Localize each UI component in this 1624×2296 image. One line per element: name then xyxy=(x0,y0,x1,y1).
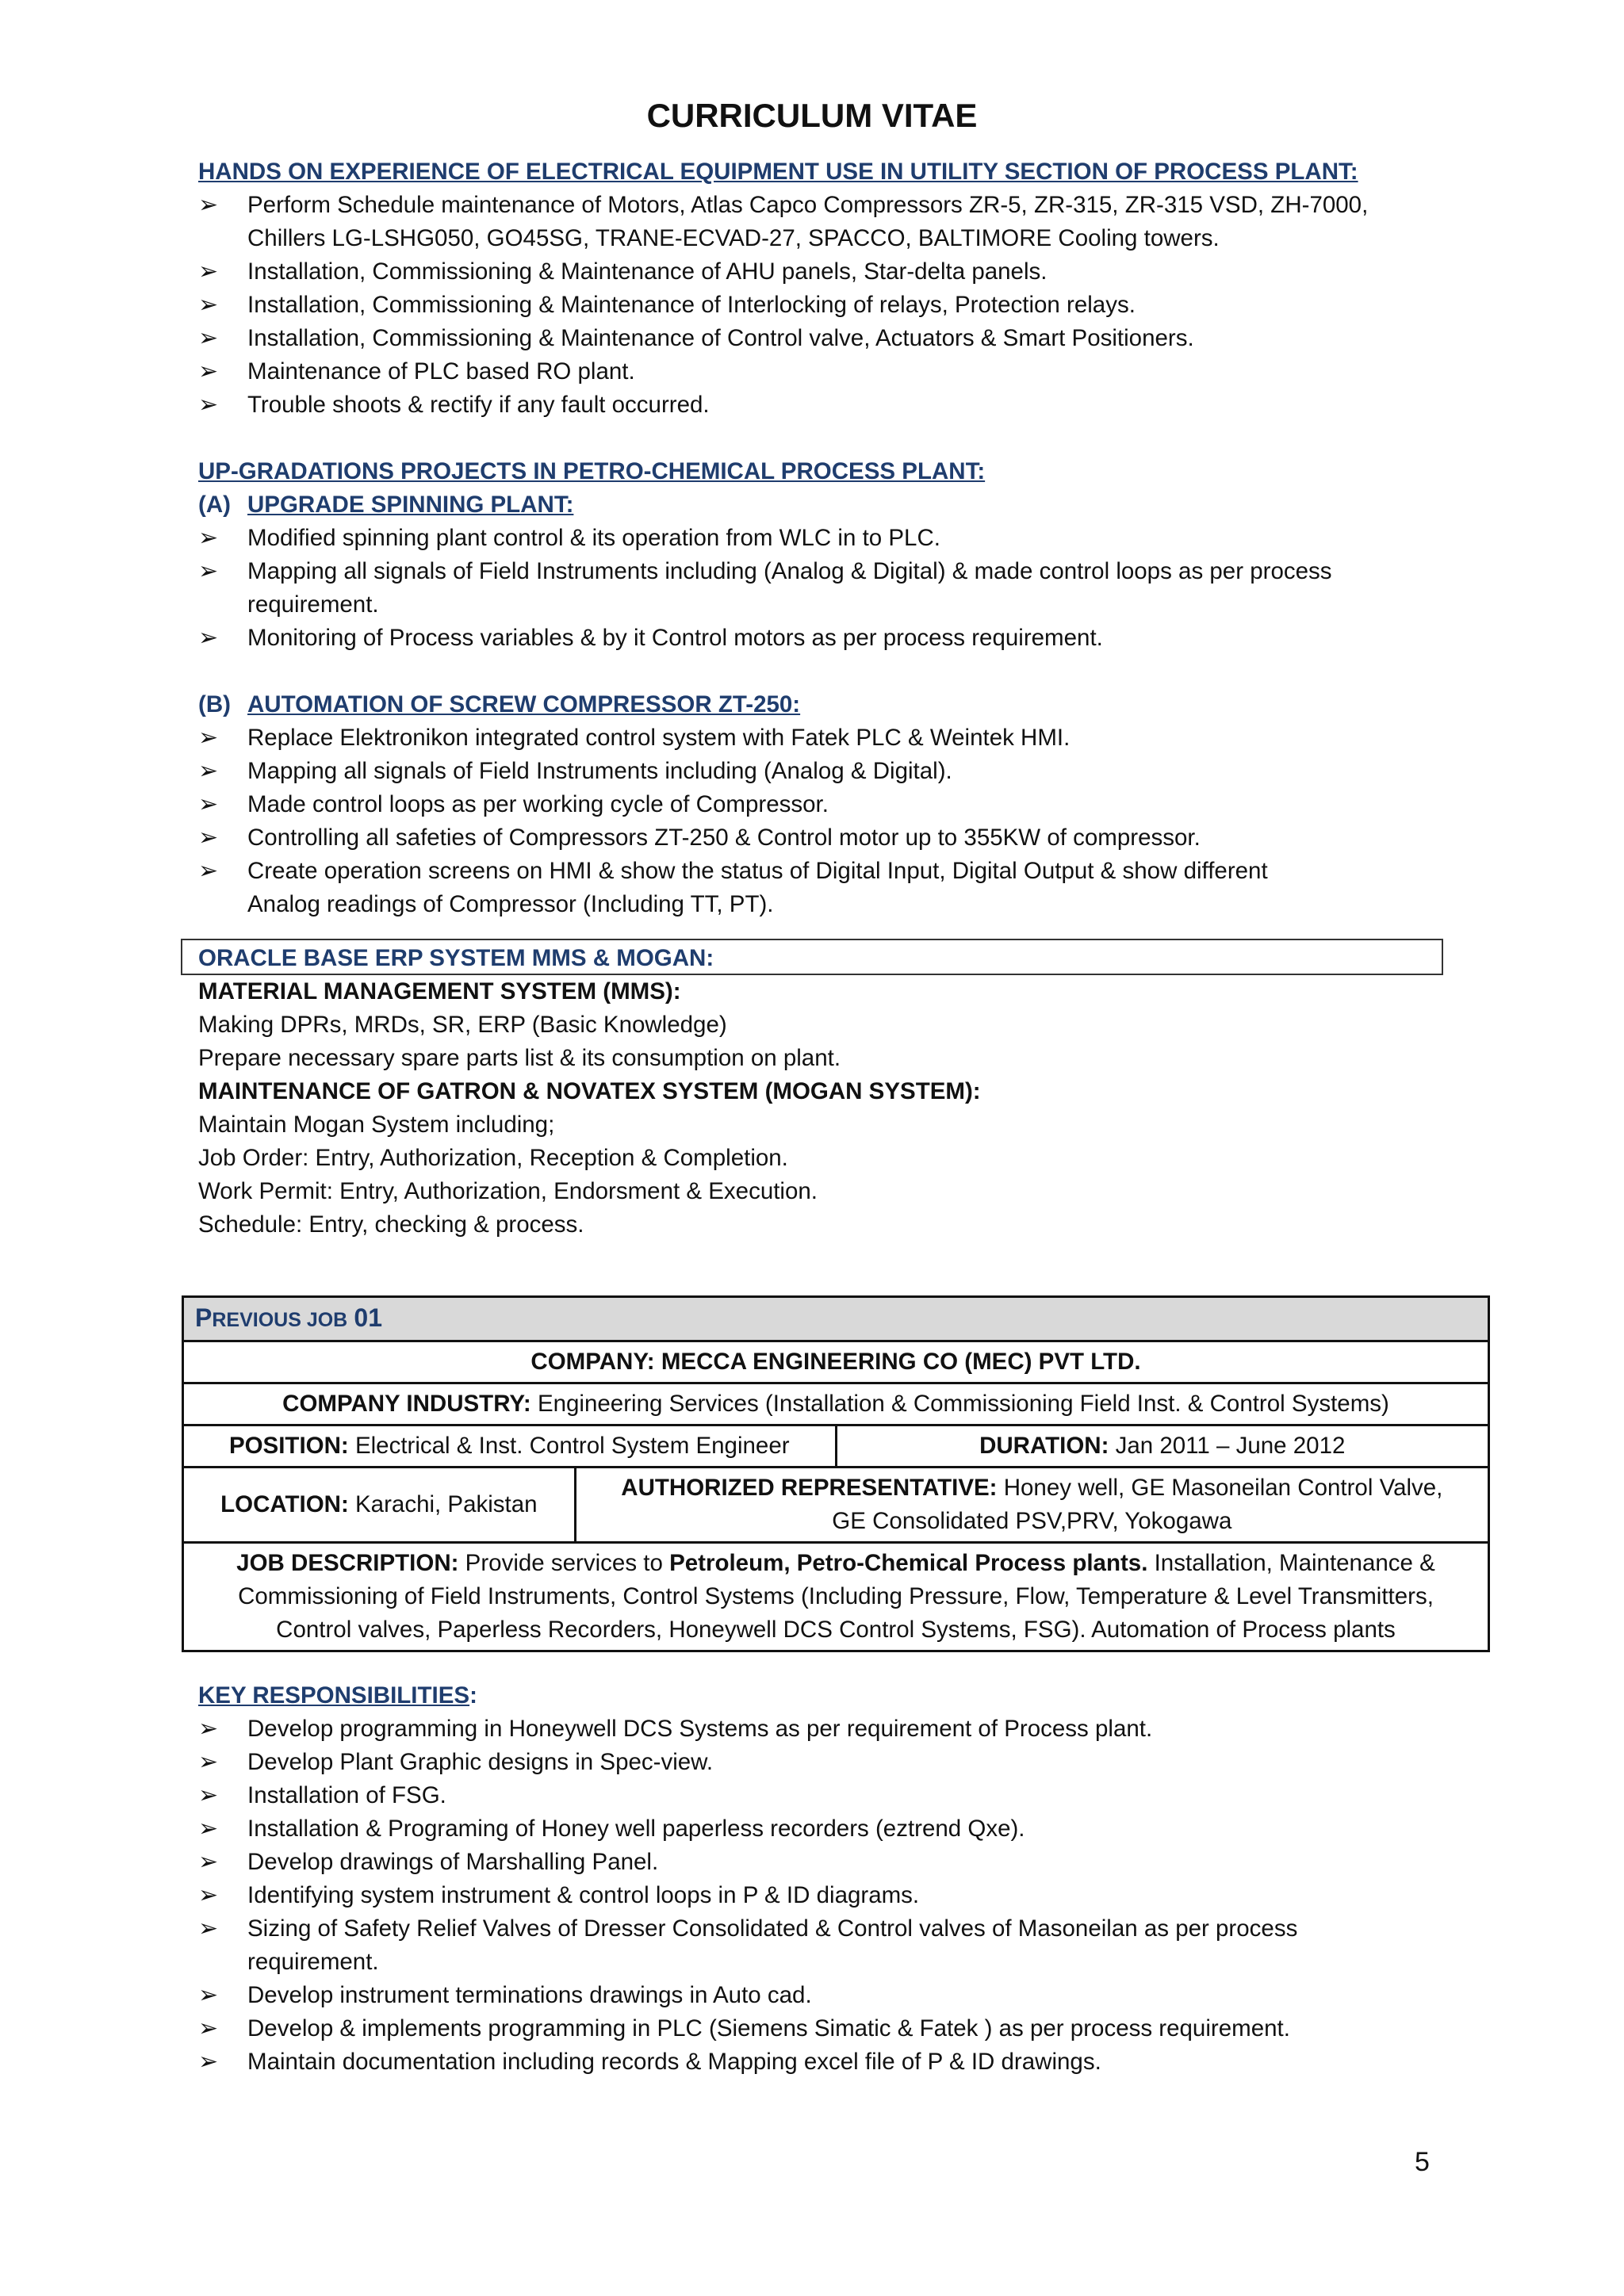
upgradations-heading: UP-GRADATIONS PROJECTS IN PETRO-CHEMICAL PROCESS PLANT: xyxy=(198,458,986,484)
list-item: ➢ Maintenance of PLC based RO plant. xyxy=(198,355,1435,388)
table-row xyxy=(183,1383,1489,1425)
table-row xyxy=(183,1543,1489,1651)
list-item: ➢ Controlling all safeties of Compressors ZT-250 & Control motor up to 355KW of compressor. xyxy=(198,821,1435,855)
mms-line: Prepare necessary spare parts list & its consumption on plant. xyxy=(198,1045,841,1071)
mogan-line: Job Order: Entry, Authorization, Reception & Completion. xyxy=(198,1145,788,1171)
arrow-bullet-icon: ➢ xyxy=(198,758,219,784)
job-description: JOB DESCRIPTION: Provide services to Petroleum, Petro-Chemical Process plants. Installation, Maintenance & Commissioning of Field Instruments, Control Systems (Including Pressure, Flow, Temperature & Level Transmitters, Control valves, Paperless Recorders, Honeywell DCS Control Systems, FSG). Automation of Process plants xyxy=(183,1543,1489,1651)
arrow-bullet-icon: ➢ xyxy=(198,325,219,351)
arrow-bullet-icon: ➢ xyxy=(198,358,219,385)
list-item: ➢ Installation, Commissioning & Maintenance of AHU panels, Star-delta panels. xyxy=(198,255,1435,289)
location-cell: LOCATION: Karachi, Pakistan xyxy=(184,1468,575,1541)
list-item: ➢ Develop programming in Honeywell DCS Systems as per requirement of Process plant. xyxy=(198,1712,1435,1746)
list-item: ➢ Made control loops as per working cycle of Compressor. xyxy=(198,788,1435,821)
key-heading: KEY RESPONSIBILITIES: xyxy=(198,1682,477,1709)
list-item: ➢ Installation, Commissioning & Maintenance of Control valve, Actuators & Smart Positioners. xyxy=(198,322,1435,355)
list-item: ➢ Installation & Programing of Honey well paperless recorders (eztrend Qxe). xyxy=(198,1812,1435,1846)
list-item: ➢ Mapping all signals of Field Instruments including (Analog & Digital). xyxy=(198,755,1435,788)
list-item: ➢ Sizing of Safety Relief Valves of Dresser Consolidated & Control valves of Masoneilan as per process requirement. xyxy=(198,1912,1435,1979)
list-item: ➢ Develop & implements programming in PLC (Siemens Simatic & Fatek ) as per process requirement. xyxy=(198,2012,1435,2045)
arrow-bullet-icon: ➢ xyxy=(198,525,219,551)
mogan-title: MAINTENANCE OF GATRON & NOVATEX SYSTEM (MOGAN SYSTEM): xyxy=(198,1078,981,1104)
table-row xyxy=(183,1425,1489,1468)
arrow-bullet-icon: ➢ xyxy=(198,725,219,751)
mogan-line: Work Permit: Entry, Authorization, Endorsment & Execution. xyxy=(198,1178,818,1204)
arrow-bullet-icon: ➢ xyxy=(198,292,219,318)
arrow-bullet-icon: ➢ xyxy=(198,192,219,218)
subsection-a-title: (A) UPGRADE SPINNING PLANT: xyxy=(198,492,574,518)
list-item: ➢ Develop Plant Graphic designs in Spec-view. xyxy=(198,1746,1435,1779)
list-item: ➢ Replace Elektronikon integrated control system with Fatek PLC & Weintek HMI. xyxy=(198,721,1435,755)
location-auth-row xyxy=(184,1468,1488,1541)
duration-cell: DURATION: Jan 2011 – June 2012 xyxy=(836,1425,1489,1468)
list-item: ➢ Installation, Commissioning & Maintenance of Interlocking of relays, Protection relays. xyxy=(198,289,1435,322)
arrow-bullet-icon: ➢ xyxy=(198,1782,219,1808)
list-item: ➢ Identifying system instrument & control loops in P & ID diagrams. xyxy=(198,1879,1435,1912)
arrow-bullet-icon: ➢ xyxy=(198,2015,219,2042)
company-name: COMPANY: MECCA ENGINEERING CO (MEC) PVT LTD. xyxy=(183,1341,1489,1383)
page-title: CURRICULUM VITAE xyxy=(646,97,978,134)
mms-line: Making DPRs, MRDs, SR, ERP (Basic Knowledge) xyxy=(198,1012,727,1038)
arrow-bullet-icon: ➢ xyxy=(198,1882,219,1908)
arrow-bullet-icon: ➢ xyxy=(198,1915,219,1942)
list-item: ➢ Maintain documentation including records & Mapping excel file of P & ID drawings. xyxy=(198,2045,1435,2079)
hands-on-heading: HANDS ON EXPERIENCE OF ELECTRICAL EQUIPMENT USE IN UTILITY SECTION OF PROCESS PLANT: xyxy=(198,159,1358,185)
list-item: ➢ Develop instrument terminations drawings in Auto cad. xyxy=(198,1979,1435,2012)
mogan-line: Schedule: Entry, checking & process. xyxy=(198,1211,584,1238)
table-row xyxy=(183,1341,1489,1383)
key-responsibilities xyxy=(198,1679,1435,2079)
arrow-bullet-icon: ➢ xyxy=(198,1816,219,1842)
mogan-line: Maintain Mogan System including; xyxy=(198,1112,555,1138)
arrow-bullet-icon: ➢ xyxy=(198,625,219,651)
list-item: ➢ Mapping all signals of Field Instruments including (Analog & Digital) & made control loops as per process requirement. xyxy=(198,555,1435,622)
page-number: 5 xyxy=(1415,2147,1430,2177)
position-cell: POSITION: Electrical & Inst. Control System Engineer xyxy=(183,1425,837,1468)
authorized-cell: AUTHORIZED REPRESENTATIVE: Honey well, GE Masoneilan Control Valve, GE Consolidated PSV,PRV, Yokogawa xyxy=(621,1475,1443,1534)
oracle-heading-box: ORACLE BASE ERP SYSTEM MMS & MOGAN: xyxy=(181,939,1443,975)
arrow-bullet-icon: ➢ xyxy=(198,1716,219,1742)
arrow-bullet-icon: ➢ xyxy=(198,392,219,418)
subsection-b-list xyxy=(198,721,1435,921)
subsection-a-list xyxy=(198,522,1435,655)
arrow-bullet-icon: ➢ xyxy=(198,858,219,884)
arrow-bullet-icon: ➢ xyxy=(198,2049,219,2075)
company-industry: COMPANY INDUSTRY: Engineering Services (Installation & Commissioning Field Inst. & Control Systems) xyxy=(183,1383,1489,1425)
list-item: ➢ Develop drawings of Marshalling Panel. xyxy=(198,1846,1435,1879)
arrow-bullet-icon: ➢ xyxy=(198,1849,219,1875)
arrow-bullet-icon: ➢ xyxy=(198,791,219,817)
main-content xyxy=(198,155,1435,1242)
arrow-bullet-icon: ➢ xyxy=(198,558,219,584)
previous-job-table xyxy=(182,1295,1490,1652)
list-item: ➢ Installation of FSG. xyxy=(198,1779,1435,1812)
mms-title: MATERIAL MANAGEMENT SYSTEM (MMS): xyxy=(198,978,681,1004)
list-item: ➢ Modified spinning plant control & its operation from WLC in to PLC. xyxy=(198,522,1435,555)
table-row xyxy=(183,1297,1489,1341)
arrow-bullet-icon: ➢ xyxy=(198,825,219,851)
table-row xyxy=(183,1468,1489,1543)
previous-job-header: PREVIOUS JOB 01 xyxy=(183,1297,1489,1341)
list-item: ➢ Create operation screens on HMI & show the status of Digital Input, Digital Output & show different Analog readings of Compressor (Including TT, PT). xyxy=(198,855,1435,921)
subsection-b-title: (B) AUTOMATION OF SCREW COMPRESSOR ZT-250: xyxy=(198,691,801,718)
arrow-bullet-icon: ➢ xyxy=(198,258,219,285)
arrow-bullet-icon: ➢ xyxy=(198,1749,219,1775)
list-item: ➢ Monitoring of Process variables & by it Control motors as per process requirement. xyxy=(198,622,1435,655)
list-item: ➢ Trouble shoots & rectify if any fault occurred. xyxy=(198,388,1435,422)
key-list xyxy=(198,1712,1435,2079)
arrow-bullet-icon: ➢ xyxy=(198,1982,219,2008)
list-item: ➢ Perform Schedule maintenance of Motors, Atlas Capco Compressors ZR-5, ZR-315, ZR-315 VSD, ZH-7000, Chillers LG-LSHG050, GO45SG, TRANE-ECVAD-27, SPACCO, BALTIMORE Cooling towers. xyxy=(198,189,1435,255)
hands-on-list xyxy=(198,189,1435,422)
